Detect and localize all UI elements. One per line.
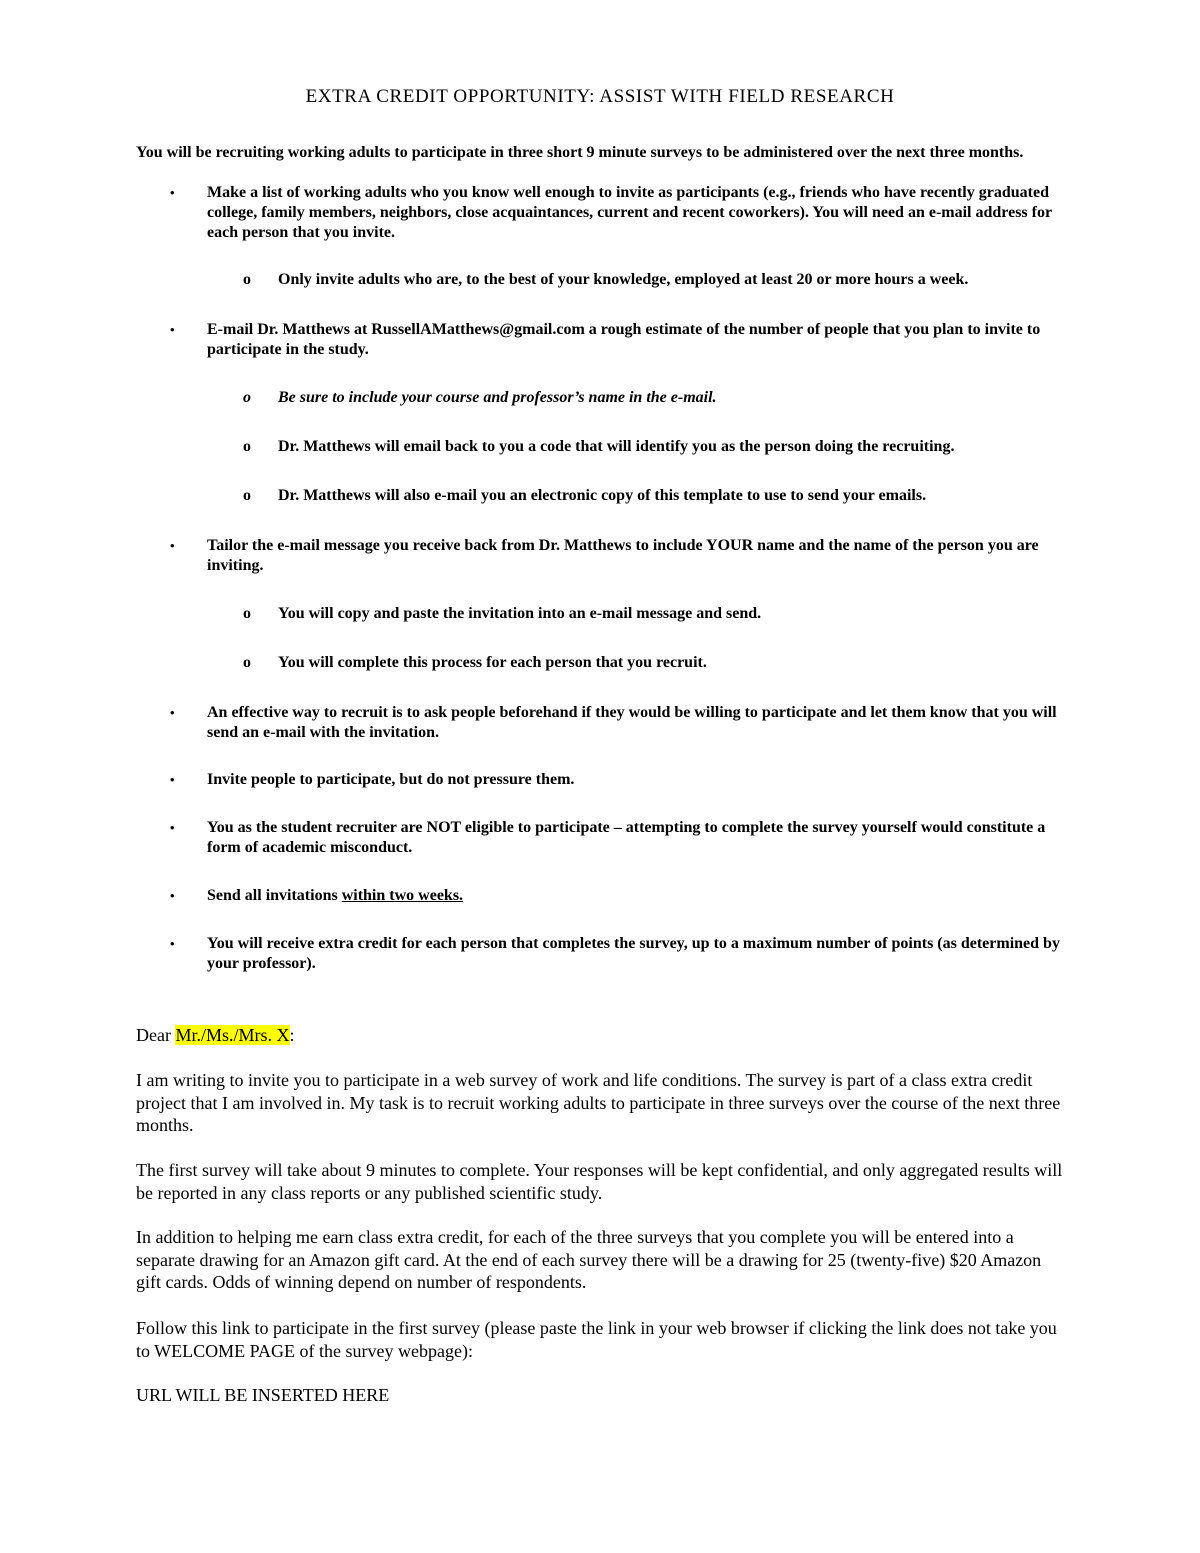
salutation-text: Dear <box>136 1025 176 1045</box>
letter-paragraph: In addition to helping me earn class extra credit, for each of the three surveys that you complete you will be entered into a separate drawing for an Amazon gift card. At the end of each survey there will be a drawing for 25 (twenty-five) $20 Amazon gift cards. Odds of winning depend on number of respondents. <box>136 1227 1042 1292</box>
letter-salutation <box>136 1024 1066 1047</box>
url-placeholder: URL WILL BE INSERTED HERE <box>136 1385 390 1405</box>
bullet-icon: • <box>170 705 175 720</box>
letter-paragraph: I am writing to invite you to participate in a web survey of work and life conditions. The survey is part of a class extra credit project that I am involved in. My task is to recruit working adults to participate in three surveys over the course of the next three months. <box>136 1070 1061 1135</box>
sub-bullet-item: You will copy and paste the invitation into an e-mail message and send. <box>278 605 762 622</box>
sub-bullet-item: Only invite adults who are, to the best of your knowledge, employed at least 20 or more hours a week. <box>278 271 969 288</box>
bullet-item: An effective way to recruit is to ask people beforehand if they would be willing to participate and let them know that you will send an e-mail with the invitation. <box>207 704 1057 741</box>
bullet-item: Tailor the e-mail message you receive back from Dr. Matthews to include YOUR name and the name of the person you are inviting. <box>207 537 1039 574</box>
bullet-icon: • <box>170 185 175 200</box>
sub-bullet-icon: o <box>243 487 251 504</box>
bullet-text: Send all invitations <box>207 887 342 904</box>
bullet-icon: • <box>170 772 175 787</box>
bullet-icon: • <box>170 322 175 337</box>
recipient-placeholder: Mr./Ms./Mrs. X <box>175 1025 290 1045</box>
bullet-item <box>207 886 1067 906</box>
bullet-item: Make a list of working adults who you know well enough to invite as participants (e.g., friends who have recently graduated college, family members, neighbors, close acquaintances, current and recent coworkers). You will need an e-mail address for each person that you invite. <box>207 184 1052 241</box>
sub-bullet-item: Dr. Matthews will also e-mail you an electronic copy of this template to use to send your emails. <box>278 487 927 504</box>
sub-bullet-item: You will complete this process for each person that you recruit. <box>278 654 707 671</box>
letter-paragraph: Follow this link to participate in the first survey (please paste the link in your web browser if clicking the link does not take you to WELCOME PAGE of the survey webpage): <box>136 1318 1057 1361</box>
sub-bullet-icon: o <box>243 654 251 671</box>
bullet-icon: • <box>170 538 175 553</box>
salutation-colon: : <box>289 1025 295 1045</box>
deadline-text: within two weeks. <box>341 887 464 904</box>
bullet-icon: • <box>170 888 175 903</box>
bullet-item: You as the student recruiter are NOT eligible to participate – attempting to complete the survey yourself would constitute a form of academic misconduct. <box>207 819 1046 856</box>
bullet-icon: • <box>170 820 175 835</box>
bullet-item: Invite people to participate, but do not pressure them. <box>207 771 575 788</box>
sub-bullet-icon: o <box>243 438 251 455</box>
page-title: EXTRA CREDIT OPPORTUNITY: ASSIST WITH FIELD RESEARCH <box>305 86 895 107</box>
bullet-icon: • <box>170 936 175 951</box>
bullet-item: You will receive extra credit for each person that completes the survey, up to a maximum number of points (as determined by your professor). <box>207 935 1060 972</box>
intro-paragraph: You will be recruiting working adults to participate in three short 9 minute surveys to be administered over the next three months. <box>136 144 1024 161</box>
sub-bullet-icon: o <box>243 605 251 622</box>
sub-bullet-item: Be sure to include your course and professor’s name in the e-mail. <box>278 389 717 406</box>
letter-paragraph: The first survey will take about 9 minutes to complete. Your responses will be kept confidential, and only aggregated results will be reported in any class reports or any published scientific study. <box>136 1160 1063 1203</box>
sub-bullet-icon: o <box>243 271 251 288</box>
bullet-item: E-mail Dr. Matthews at RussellAMatthews@gmail.com a rough estimate of the number of people that you plan to invite to participate in the study. <box>207 321 1041 358</box>
sub-bullet-item: Dr. Matthews will email back to you a code that will identify you as the person doing the recruiting. <box>278 438 955 455</box>
sub-bullet-icon: o <box>243 389 251 406</box>
